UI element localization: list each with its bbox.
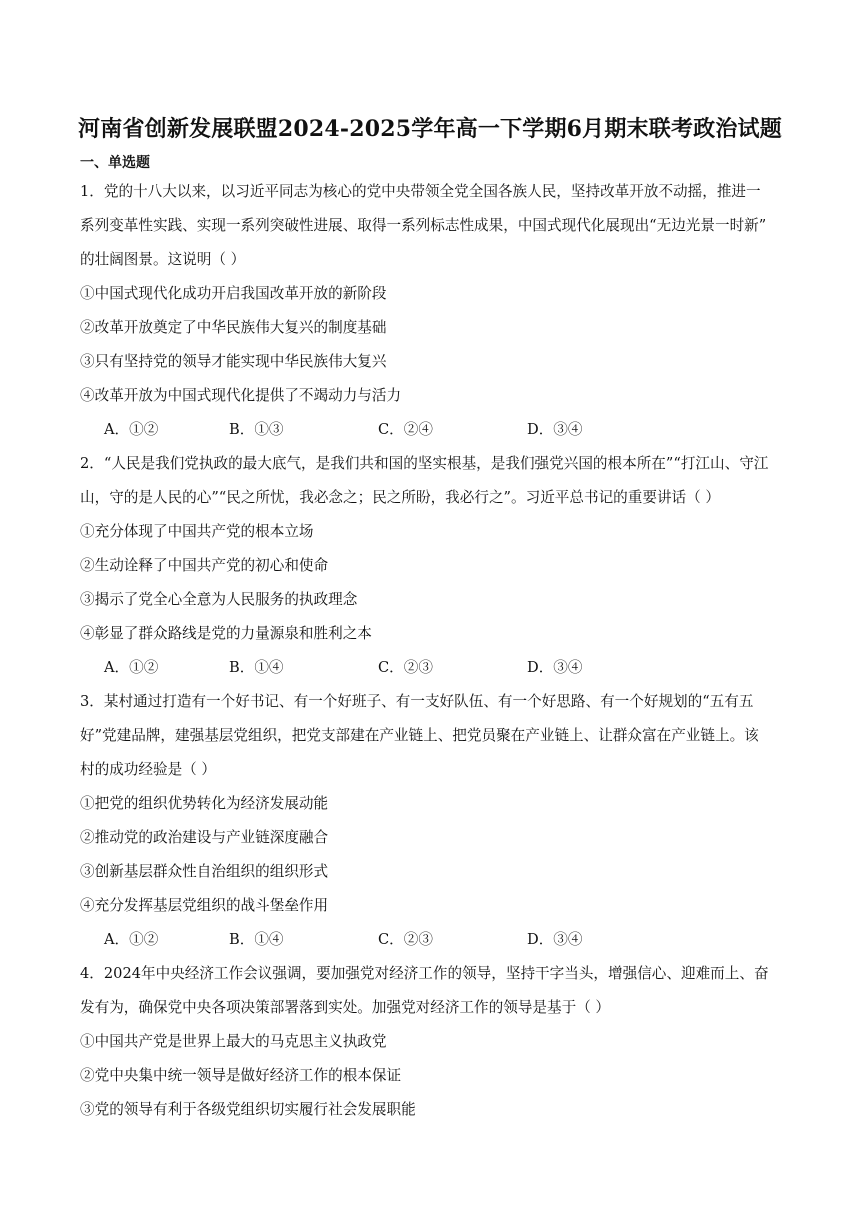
q3-item-2: ②推动党的政治建设与产业链深度融合 — [80, 829, 329, 846]
q4-item-2: ②党中央集中统一领导是做好经济工作的根本保证 — [80, 1067, 402, 1084]
q2-option-b: B．①④ — [229, 659, 284, 676]
q3-stem-line-1: 3．某村通过打造有一个好书记、有一个好班子、有一支好队伍、有一个好思路、有一个好规划的“五有五 — [80, 693, 754, 710]
q4-item-1: ①中国共产党是世界上最大的马克思主义执政党 — [80, 1033, 387, 1050]
q2-stem-line-2: 山，守的是人民的心”“民之所忧，我必念之；民之所盼，我必行之”。习近平总书记的重要讲话（ ） — [80, 489, 720, 506]
q3-item-3: ③创新基层群众性自治组织的组织形式 — [80, 863, 329, 880]
q2-option-d: D．③④ — [527, 659, 583, 676]
q3-stem-line-3: 村的成功经验是（ ） — [80, 761, 216, 778]
q1-stem-line-1: 1．党的十八大以来，以习近平同志为核心的党中央带领全党全国各族人民，坚持改革开放不动摇，推进一 — [80, 183, 761, 200]
q2-item-3: ③揭示了党全心全意为人民服务的执政理念 — [80, 591, 358, 608]
q4-stem-line-2: 发有为，确保党中央各项决策部署落到实处。加强党对经济工作的领导是基于（ ） — [80, 999, 611, 1016]
q2-item-1: ①充分体现了中国共产党的根本立场 — [80, 523, 314, 540]
q3-option-b: B．①④ — [229, 931, 284, 948]
q3-stem-line-2: 好”党建品牌，建强基层党组织，把党支部建在产业链上、把党员聚在产业链上、让群众富在产业链上。该 — [80, 727, 759, 744]
q1-item-2: ②改革开放奠定了中华民族伟大复兴的制度基础 — [80, 319, 387, 336]
q4-item-3: ③党的领导有利于各级党组织切实履行社会发展职能 — [80, 1101, 416, 1118]
q2-item-2: ②生动诠释了中国共产党的初心和使命 — [80, 557, 329, 574]
q1-option-d: D．③④ — [527, 421, 583, 438]
q1-item-1: ①中国式现代化成功开启我国改革开放的新阶段 — [80, 285, 387, 302]
section-heading: 一、单选题 — [80, 155, 150, 171]
q3-option-c: C．②③ — [378, 931, 433, 948]
q3-option-a: A．①② — [104, 931, 159, 948]
q1-option-c: C．②④ — [378, 421, 433, 438]
q3-option-d: D．③④ — [527, 931, 583, 948]
q1-item-3: ③只有坚持党的领导才能实现中华民族伟大复兴 — [80, 353, 387, 370]
q3-item-4: ④充分发挥基层党组织的战斗堡垒作用 — [80, 897, 329, 914]
q2-option-c: C．②③ — [378, 659, 433, 676]
q1-item-4: ④改革开放为中国式现代化提供了不竭动力与活力 — [80, 387, 402, 404]
q1-stem-line-3: 的壮阔图景。这说明（ ） — [80, 251, 246, 268]
q1-option-a: A．①② — [104, 421, 159, 438]
exam-title: 河南省创新发展联盟2024-2025学年高一下学期6月期末联考政治试题 — [78, 116, 782, 142]
q2-stem-line-1: 2．“人民是我们党执政的最大底气，是我们共和国的坚实根基，是我们强党兴国的根本所在”“打江山、守江 — [80, 455, 769, 472]
q2-item-4: ④彰显了群众路线是党的力量源泉和胜利之本 — [80, 625, 372, 642]
q4-stem-line-1: 4．2024年中央经济工作会议强调，要加强党对经济工作的领导，坚持干字当头，增强信心、迎难而上、奋 — [80, 965, 769, 982]
q3-item-1: ①把党的组织优势转化为经济发展动能 — [80, 795, 329, 812]
q1-option-b: B．①③ — [229, 421, 284, 438]
q1-stem-line-2: 系列变革性实践、实现一系列突破性进展、取得一系列标志性成果，中国式现代化展现出“无边光景一时新” — [80, 217, 767, 234]
q2-option-a: A．①② — [104, 659, 159, 676]
